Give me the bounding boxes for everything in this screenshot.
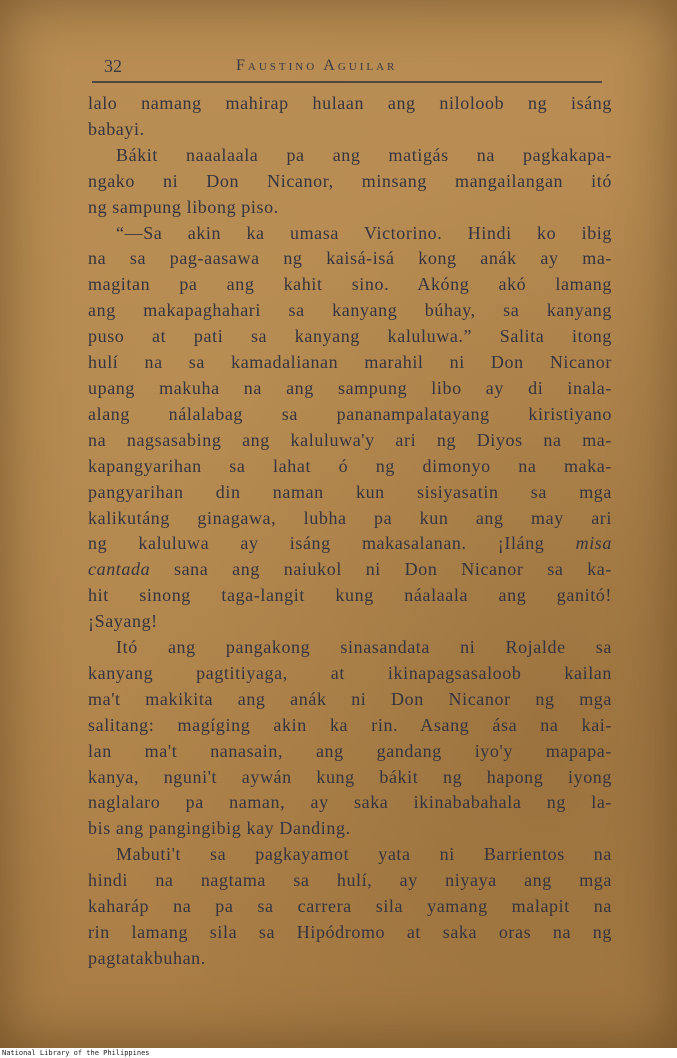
text-line: Itó ang pangakong sinasandata ni Rojalde sa	[116, 637, 612, 658]
text-line: pagtatakbuhan.	[88, 947, 206, 968]
text-line: kapangyarihan sa lahat ó ng dimonyo na maka-	[88, 455, 612, 476]
text-line: Bákit naaalaala pa ang matigás na pagkakapa-	[116, 144, 612, 165]
text-line: bis ang pangingibig kay Danding.	[88, 818, 351, 839]
text-line: kanyang pagtitiyaga, at ikinapagsasaloob kailan	[88, 662, 612, 683]
text-line: rin lamang sila sa Hipódromo at saka oras na ng	[88, 922, 612, 942]
text-line: ma't makikita ang anák ni Don Nicanor ng mga	[88, 688, 612, 709]
body-text	[88, 91, 612, 972]
text-line: upang makuha na ang sampung libo ay di inala-	[88, 377, 612, 398]
text-line: lalo namang mahirap hulaan ang niloloob ng isáng	[88, 93, 612, 113]
running-head: Faustino Aguilar	[236, 57, 398, 74]
text-line: kanya, nguni't aywán kung bákit ng hapong iyong	[88, 766, 612, 787]
text-line: ¡Sayang!	[88, 611, 158, 632]
text-line: na nagsasabing ang kaluluwa'y ari ng Diyos na ma-	[88, 429, 612, 450]
text-line: hindi na nagtama sa hulí, ay niyaya ang mga	[88, 870, 612, 891]
italic-phrase: cantada	[88, 559, 151, 580]
text-line: babayi.	[88, 118, 145, 139]
text-line: ngako ni Don Nicanor, minsang mangailangan itó	[88, 170, 612, 191]
text-line: Mabuti't sa pagkayamot yata ni Barrientos na	[116, 844, 612, 865]
page-header	[100, 56, 600, 80]
text-line: hulí na sa kamadalianan marahil ni Don Nicanor	[88, 352, 612, 373]
text-line: ng sampung libong piso.	[88, 196, 279, 217]
text-line: alang nálalabag sa pananampalatayang kiristiyano	[88, 403, 612, 424]
text-line: kalikutáng ginagawa, lubha pa kun ang may ari	[88, 507, 612, 528]
text-line: salitang: magíging akin ka rin. Asang ása na kai-	[88, 714, 612, 735]
text-line: na sa pag-aasawa ng kaisá-isá kong anák ay ma-	[88, 248, 612, 269]
text-line: “—Sa akin ka umasa Victorino. Hindi ko ibig	[116, 222, 612, 243]
text-line: hit sinong taga-langit kung náalaala ang ganitó!	[88, 585, 612, 606]
text-line: kaharáp na pa sa carrera sila yamang malapit na	[88, 896, 612, 917]
text-line: naglalaro pa naman, ay saka ikinababahala ng la-	[88, 792, 612, 813]
header-rule	[92, 81, 602, 83]
italic-phrase: misa	[575, 533, 612, 554]
text-line: puso at pati sa kanyang kaluluwa.” Salita itong	[88, 326, 612, 347]
text-line: lan ma't nanasain, ang gandang iyo'y mapapa-	[88, 740, 612, 761]
text-line: magitan pa ang kahit sino. Akóng akó lamang	[88, 274, 612, 295]
page-number: 32	[104, 56, 122, 76]
text-line: ang makapaghahari sa kanyang búhay, sa kanyang	[88, 300, 612, 321]
text-line: pangyarihan din naman kun sisiyasatin sa mga	[88, 481, 612, 502]
library-credit: National Library of the Philippines	[2, 1049, 150, 1057]
text-line-with-italic: cantada sana ang naiukol ni Don Nicanor sa ka-	[88, 559, 612, 580]
text-line-with-italic: ng kaluluwa ay isáng makasalanan. ¡Iláng misa	[88, 533, 612, 554]
